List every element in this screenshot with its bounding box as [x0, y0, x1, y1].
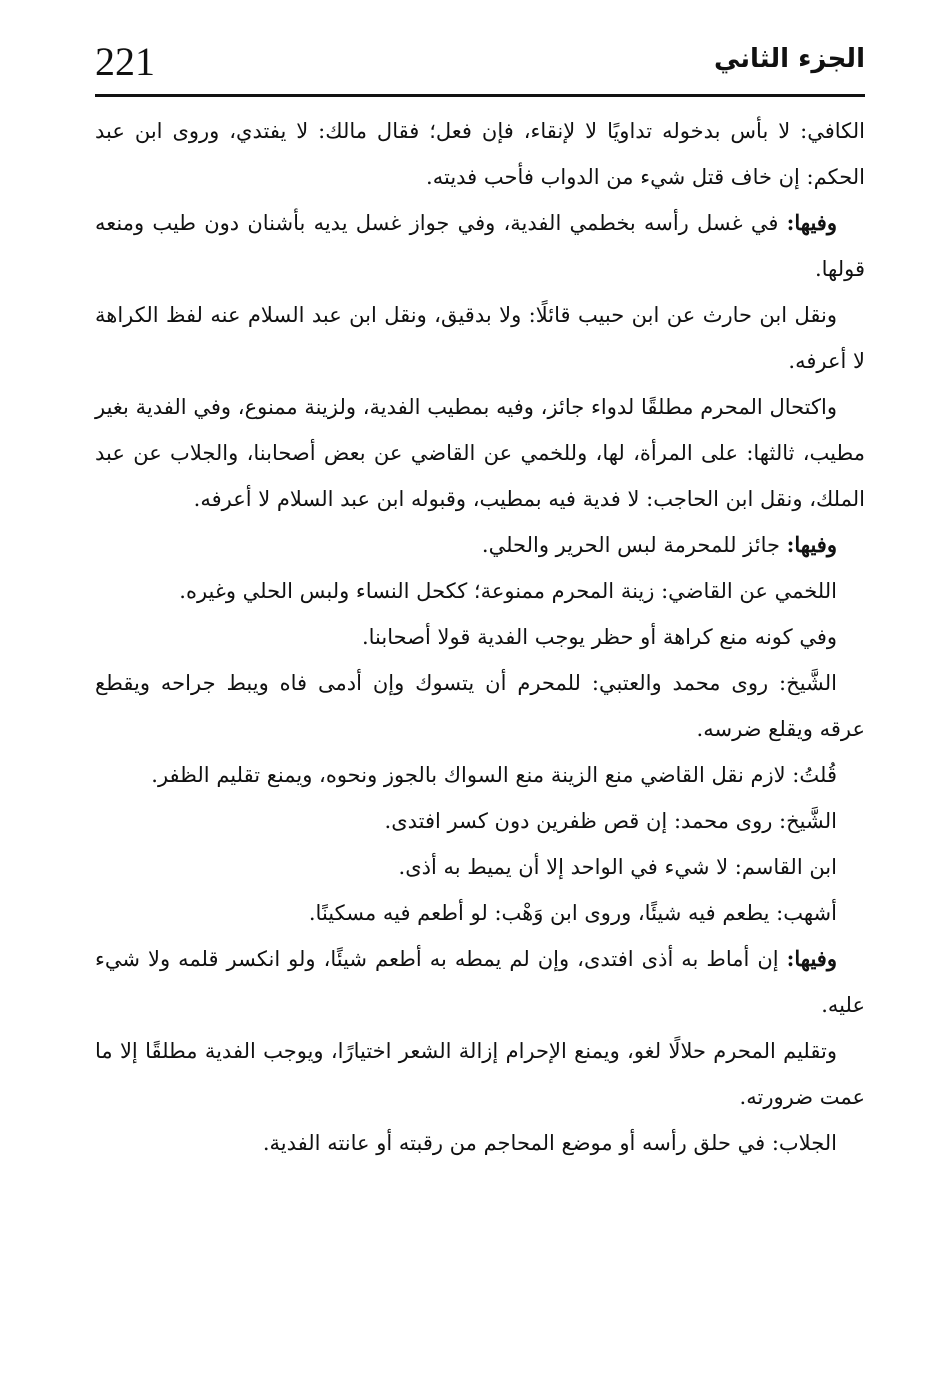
paragraph-text: أشهب: يطعم فيه شيئًا، وروى ابن وَهْب: لو أطعم فيه مسكينًا.: [308, 901, 837, 925]
page-header: [95, 30, 865, 90]
paragraph-text: الشَّيخ: روى محمد والعتبي: للمحرم أن يتسوك وإن أدمى فاه ويبط جراحه ويقطع عرقه ويقلع ضرسه.: [95, 671, 865, 741]
paragraph-lead: وفيها:: [786, 532, 837, 557]
paragraph-text: واكتحال المحرم مطلقًا لدواء جائز، وفيه بمطيب الفدية، ولزينة ممنوع، وفي الفدية بغير مطيب، ثالثها: على المرأة، لها، وللخمي عن القاضي عن بعض أصحابنا، والجلاب عن عبد الملك، ونقل ابن الحاجب: لا فدية فيه بمطيب، وقبوله ابن عبد السلام لا أعرفه.: [95, 395, 865, 511]
paragraph-text: في غسل رأسه بخطمي الفدية، وفي جواز غسل يديه بأشنان دون طيب ومنعه قولها.: [95, 211, 865, 281]
paragraph: [95, 568, 865, 614]
paragraph-lead: وفيها:: [786, 946, 837, 971]
running-head: الجزء الثاني: [713, 44, 865, 74]
paragraph: [95, 292, 865, 384]
paragraph-text: وتقليم المحرم حلالًا لغو، ويمنع الإحرام إزالة الشعر اختيارًا، ويوجب الفدية مطلقًا إلا ما عمت ضرورته.: [95, 1039, 865, 1109]
paragraph: [95, 660, 865, 752]
paragraph: [95, 108, 865, 200]
paragraph-text: إن أماط به أذى افتدى، وإن لم يمطه به أطعم شيئًا، ولو انكسر قلمه ولا شيء عليه.: [95, 947, 865, 1017]
page-number: 221: [95, 39, 155, 84]
paragraph: [95, 752, 865, 798]
paragraph-lead: وفيها:: [786, 210, 837, 235]
paragraph-text: الكافي: لا بأس بدخوله تداويًا لا لإنقاء، فإن فعل؛ فقال مالك: لا يفتدي، وروى ابن عبد الحكم: إن خاف قتل شيء من الدواب فأحب فديته.: [95, 119, 865, 189]
paragraph-text: وفي كونه منع كراهة أو حظر يوجب الفدية قولا أصحابنا.: [361, 625, 837, 649]
paragraph: [95, 844, 865, 890]
paragraph-text: الشَّيخ: روى محمد: إن قص ظفرين دون كسر افتدى.: [384, 809, 837, 833]
paragraph: [95, 890, 865, 936]
paragraph: [95, 1120, 865, 1166]
paragraph: [95, 200, 865, 292]
paragraph: [95, 798, 865, 844]
paragraph: [95, 384, 865, 522]
paragraph: [95, 614, 865, 660]
paragraph-text: جائز للمحرمة لبس الحرير والحلي.: [481, 533, 787, 557]
paragraph-text: اللخمي عن القاضي: زينة المحرم ممنوعة؛ ككحل النساء ولبس الحلي وغيره.: [179, 579, 837, 603]
paragraph: [95, 522, 865, 568]
paragraph: [95, 936, 865, 1028]
paragraph-text: قُلتُ: لازم نقل القاضي منع الزينة منع السواك بالجوز ونحوه، ويمنع تقليم الظفر.: [151, 763, 837, 787]
page-body: [95, 108, 865, 1166]
paragraph-text: الجلاب: في حلق رأسه أو موضع المحاجم من رقبته أو عانته الفدية.: [262, 1131, 837, 1155]
paragraph-text: ونقل ابن حارث عن ابن حبيب قائلًا: ولا بدقيق، ونقل ابن عبد السلام عنه لفظ الكراهة لا أعرفه.: [95, 303, 865, 373]
header-rule: [95, 94, 865, 97]
paragraph: [95, 1028, 865, 1120]
paragraph-text: ابن القاسم: لا شيء في الواحد إلا أن يميط به أذى.: [398, 855, 837, 879]
